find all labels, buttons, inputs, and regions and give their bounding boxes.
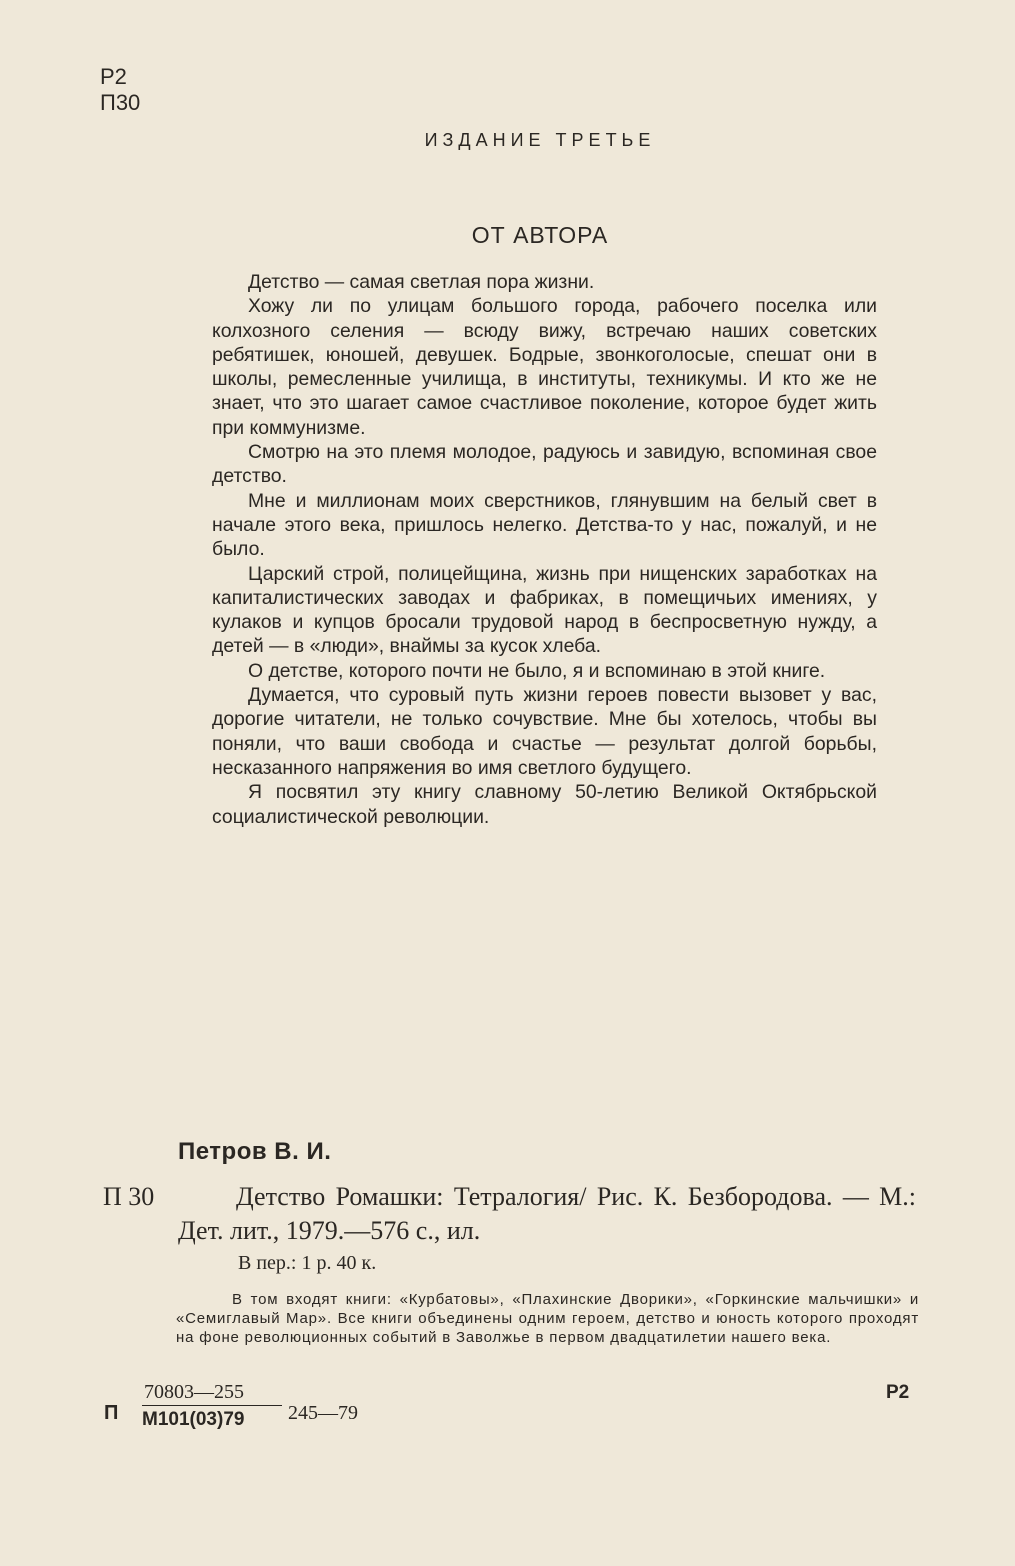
preface-paragraph: Смотрю на это племя молодое, радуюсь и завидую, вспоминая свое детство. — [212, 441, 877, 488]
index-denominator: М101(03)79 — [142, 1409, 245, 1430]
bib-annotation-text: В том входят книги: «Курбатовы», «Плахинские Дворики», «Горкинские мальчишки» и «Семиглавый Мар». Все книги объединены одним героем, детство и юность которого проходят на фоне революционных событий в Заволжье в первом двадцатилетии нашего века. — [176, 1291, 919, 1346]
author-mark: П30 — [100, 90, 141, 115]
preface-paragraph: О детстве, которого почти не было, я и вспоминаю в этой книге. — [248, 659, 826, 682]
fraction-bar — [142, 1405, 282, 1406]
index-fraction — [142, 1380, 282, 1432]
bib-price: В пер.: 1 р. 40 к. — [238, 1252, 377, 1274]
bib-code: П 30 — [103, 1182, 155, 1211]
bib-entry-text: Детство Ромашки: Тетралогия/ Рис. К. Безбородова. — М.: Дет. лит., 1979.—576 с., ил. — [178, 1182, 916, 1245]
classification-codes — [100, 64, 140, 116]
order-number: 245—79 — [288, 1402, 358, 1424]
bib-author: Петров В. И. — [178, 1138, 332, 1165]
bib-annotation — [176, 1290, 919, 1347]
preface-text — [212, 270, 877, 829]
index-numerator: 70803—255 — [144, 1381, 244, 1403]
preface-paragraph: Я посвятил эту книгу славному 50-летию Великой Октябрьской социалистической революции. — [212, 781, 877, 828]
preface-paragraph: Царский строй, полицейщина, жизнь при нищенских заработках на капиталистических заводах и фабриках, в помещичьих имениях, у кулаков и купцов бросали трудовой народ в беспросветную нужду, а детей — в «люди», внаймы за кусок хлеба. — [212, 562, 877, 658]
preface-paragraph: Мне и миллионам моих сверстников, глянувшим на белый свет в начале этого века, пришлось нелегко. Детства-то у нас, пожалуй, и не было. — [212, 489, 877, 561]
index-letter: П — [104, 1402, 119, 1424]
preface-title: ОТ АВТОРА — [471, 222, 609, 248]
preface-paragraph: Детство — самая светлая пора жизни. — [248, 271, 595, 293]
preface-paragraph: Хожу ли по улицам большого города, рабочего поселка или колхозного селения — всюду вижу, встречаю наших советских ребятишек, юношей, девушек. Бодрые, звонкоголосые, спешат они в школы, ремесленные училища, в институты, техникумы. И кто же не знает, что это шагает самое счастливое поколение, которое будет жить при коммунизме. — [212, 295, 877, 439]
bib-entry — [178, 1180, 916, 1248]
bbk-code: Р2 — [100, 64, 127, 89]
edition-label: ИЗДАНИЕ ТРЕТЬЕ — [424, 130, 656, 150]
bbk-code-bottom: Р2 — [886, 1382, 910, 1403]
preface-paragraph: Думается, что суровый путь жизни героев повести вызовет у вас, дорогие читатели, не только сочувствие. Мне бы хотелось, чтобы вы поняли, что ваши свобода и счастье — результат долгой борьбы, несказанного напряжения во имя светлого будущего. — [212, 684, 877, 779]
